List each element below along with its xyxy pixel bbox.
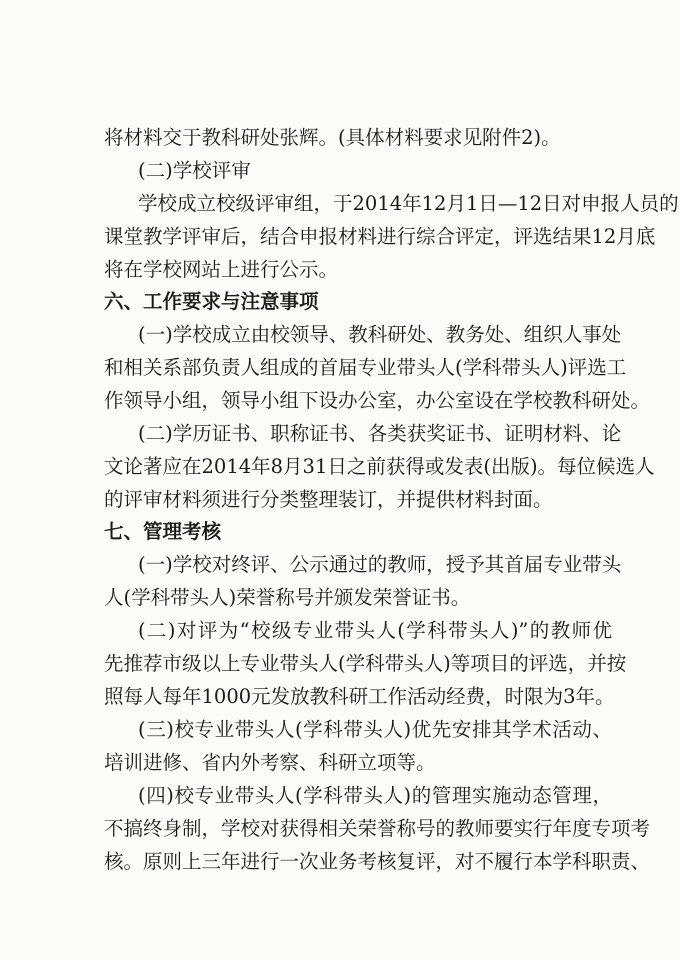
body-text-line: 学校成立校级评审组，于2014年12月1日—12日对申报人员的 [138,192,679,215]
body-text-line: (一)学校对终评、公示通过的教师，授予其首届专业带头 [138,553,622,576]
body-text-line: (三)校专业带头人(学科带头人)优先安排其学术活动、 [138,718,612,741]
body-text-line: 照每人每年1000元发放教科研工作活动经费，时限为3年。 [104,685,615,708]
body-text-line: 课堂教学评审后，结合申报材料进行综合评定，评选结果12月底 [104,225,656,248]
body-text-line: (一)学校成立由校领导、教科研处、教务处、组织人事处 [138,323,622,346]
body-text-line: 培训进修、省内外考察、科研立项等。 [104,751,436,774]
body-text-line: 人(学科带头人)荣誉称号并颁发荣誉证书。 [104,586,471,609]
body-text-line: 将在学校网站上进行公示。 [104,258,339,281]
body-text-line: 不搞终身制，学校对获得相关荣誉称号的教师要实行年度专项考 [104,817,651,840]
section-heading: 六、工作要求与注意事项 [104,290,319,313]
body-text-line: 先推荐市级以上专业带头人(学科带头人)等项目的评选，并按 [104,652,627,675]
subsection-heading: (二)学校评审 [138,159,251,182]
body-text-line: (四)校专业带头人(学科带头人)的管理实施动态管理， [138,784,612,807]
body-text-line: (二)学历证书、职称证书、各类获奖证书、证明材料、论 [138,422,622,445]
body-text-line: (二)对评为“校级专业带头人(学科带头人)”的教师优 [138,619,612,642]
body-text-line: 和相关系部负责人组成的首届专业带头人(学科带头人)评选工 [104,356,627,379]
body-text-line: 将材料交于教科研处张辉。(具体材料要求见附件2)。 [104,126,561,149]
section-heading: 七、管理考核 [104,520,222,543]
body-text-line: 作领导小组，领导小组下设办公室，办公室设在学校教科研处。 [104,389,651,412]
body-text-line: 文论著应在2014年8月31日之前获得或发表(出版)。每位候选人 [104,455,655,478]
body-text-line: 的评审材料须进行分类整理装订，并提供材料封面。 [104,488,553,511]
body-text-line: 核。原则上三年进行一次业务考核复评，对不履行本学科职责、 [104,850,651,873]
